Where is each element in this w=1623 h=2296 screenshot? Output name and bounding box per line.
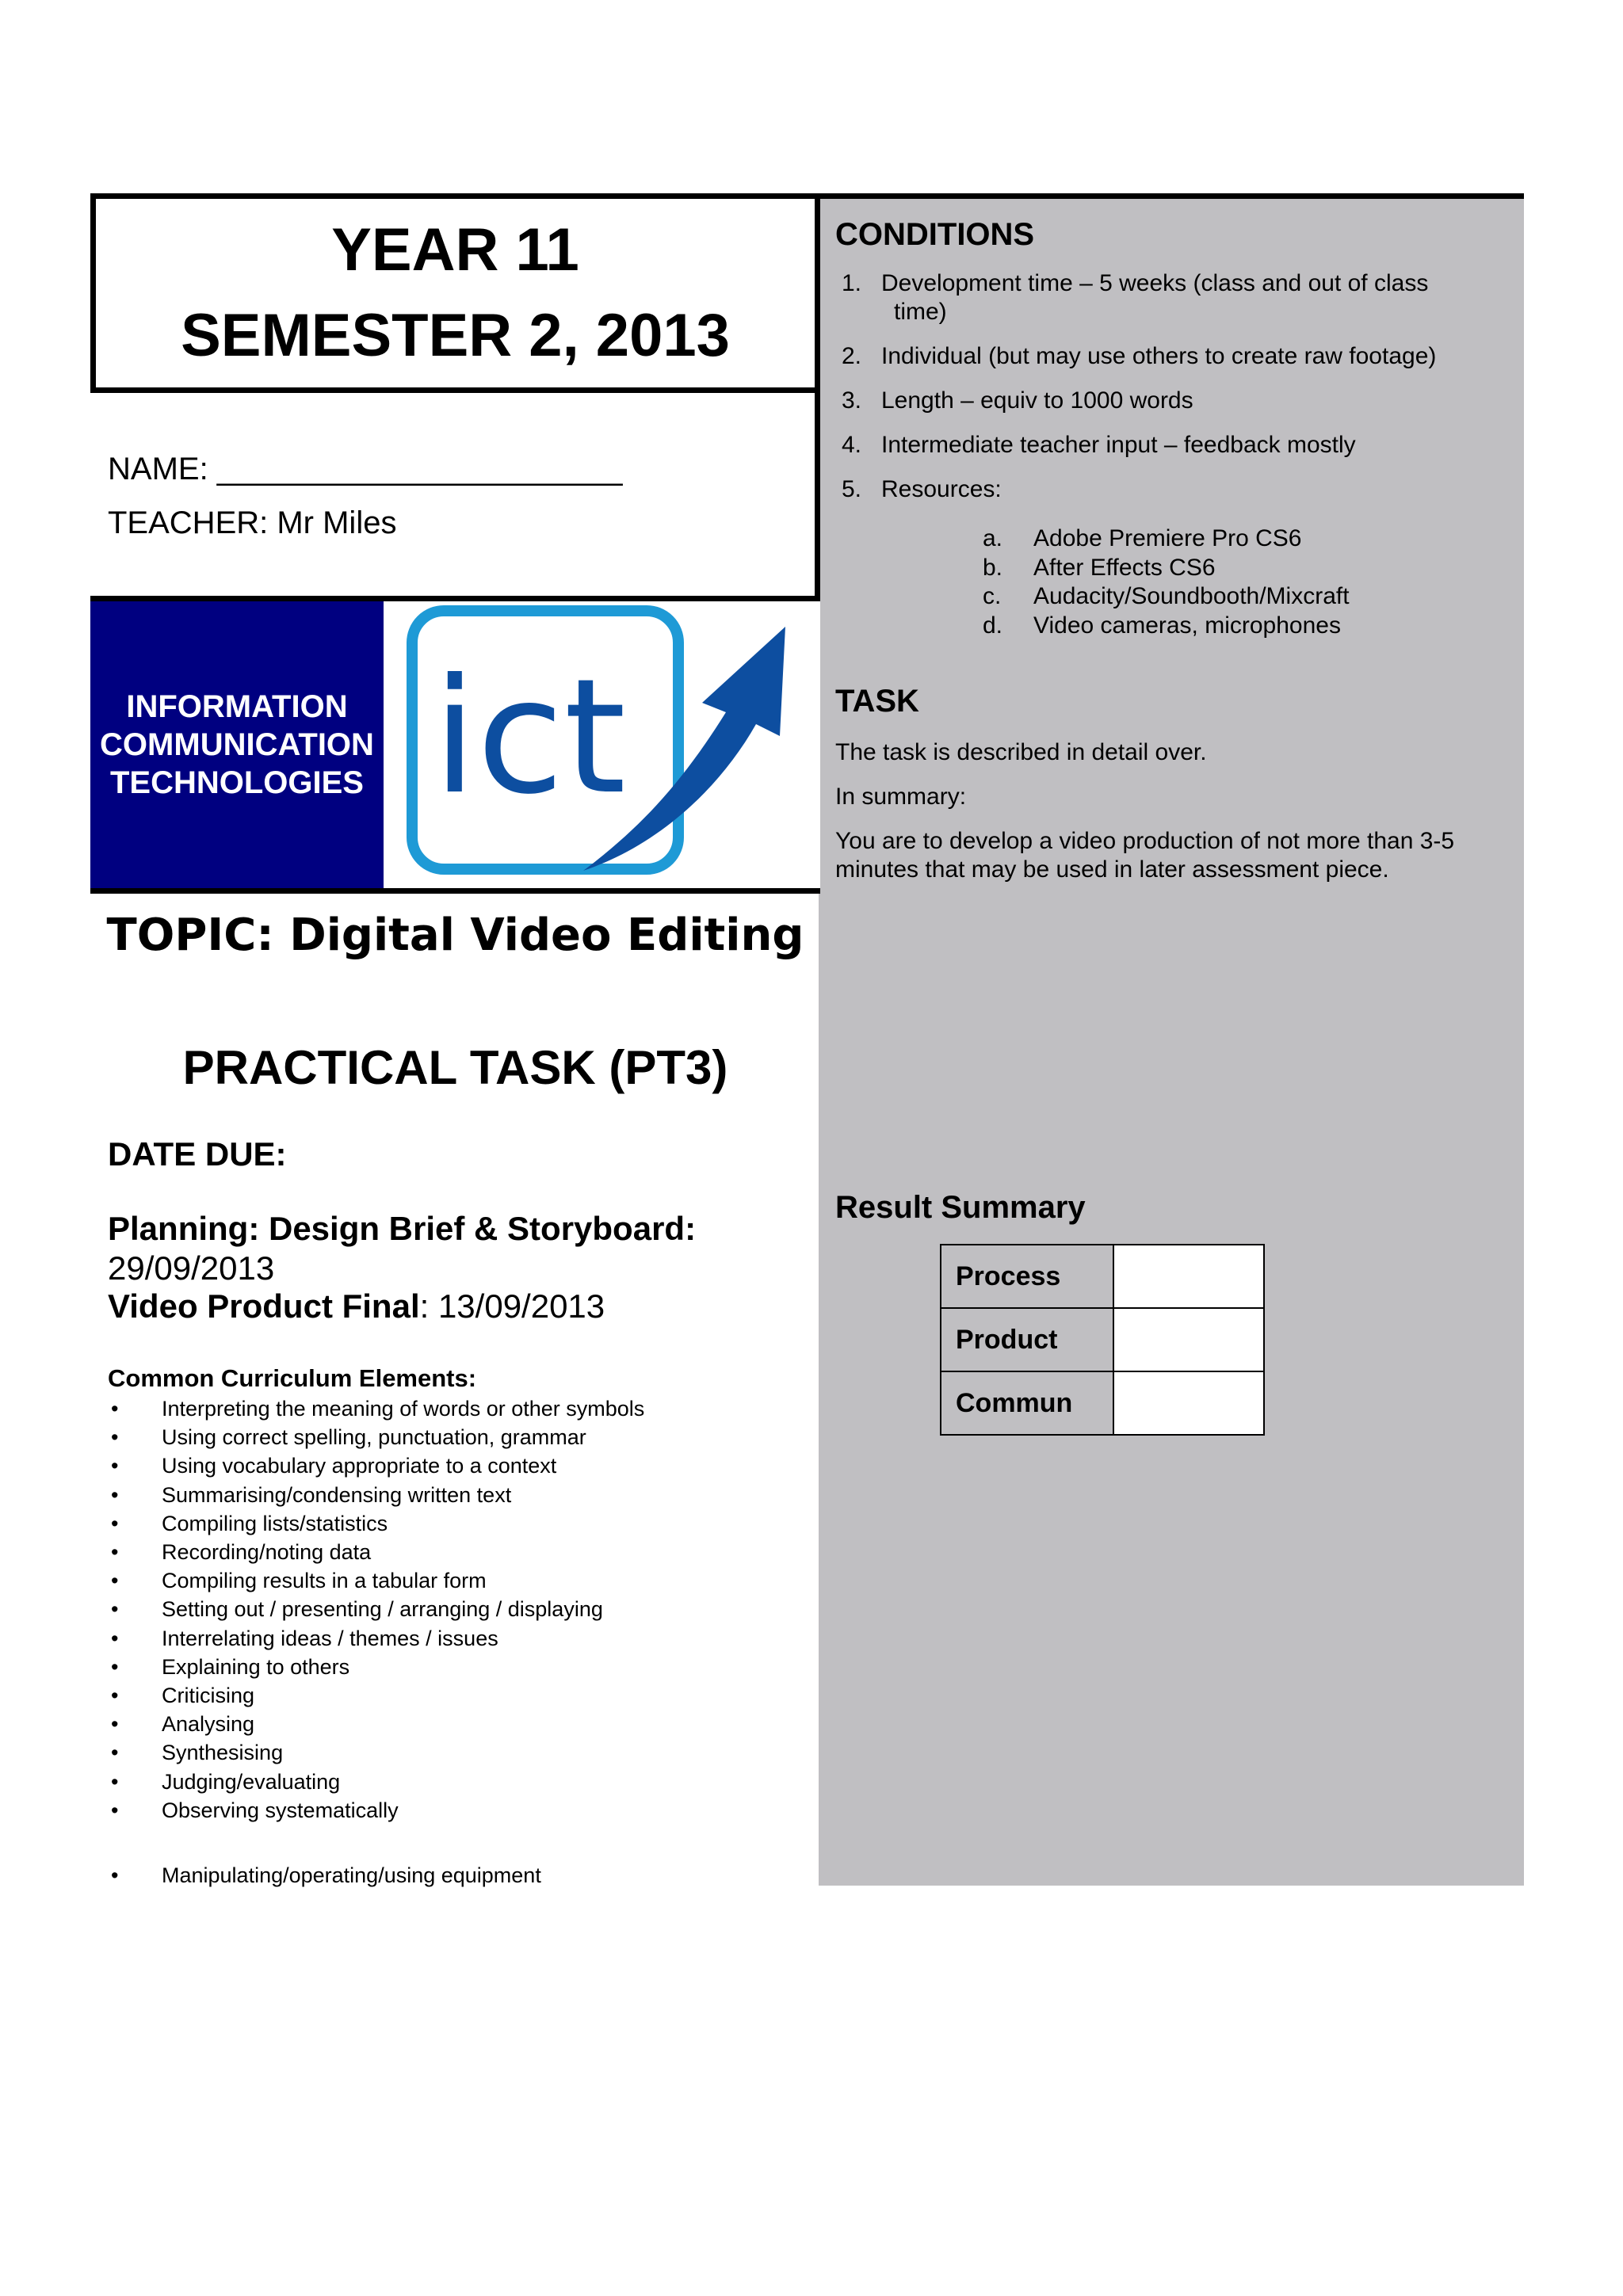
result-cell[interactable] [1113,1308,1264,1371]
list-item: • Using correct spelling, punctuation, grammar [108,1423,805,1451]
resources-list [983,524,1350,640]
resource-item: a. Adobe Premiere Pro CS6 [983,525,1302,551]
final-product-date: : 13/09/2013 [419,1287,605,1325]
planning-label: Planning: Design Brief & Storyboard: [108,1210,697,1247]
list-item: • Interpreting the meaning of words or other symbols [108,1394,805,1423]
condition-item: 1. Development time – 5 weeks (class and out of class time) [842,270,1429,325]
list-item: • Criticising [108,1681,805,1710]
result-cell[interactable] [1113,1371,1264,1435]
condition-item: 2. Individual (but may use others to create raw footage) [842,343,1437,369]
condition-item: 5. Resources: [842,476,1002,502]
task-paragraph-2: In summary: [835,784,967,810]
logo-line-information: INFORMATION [126,689,348,724]
row-label: Product [941,1308,1113,1371]
date-due-label: DATE DUE: [108,1135,287,1173]
conditions-heading: CONDITIONS [835,217,1035,252]
table-row [941,1308,1264,1371]
list-item: • Summarising/condensing written text [108,1481,805,1509]
year-heading: YEAR 11 [331,216,579,284]
condition-item: 4. Intermediate teacher input – feedback mostly [842,432,1356,458]
condition-number: 4. [842,432,862,458]
curriculum-title: Common Curriculum Elements: [108,1364,477,1392]
top-border-line [820,193,1524,199]
resource-item: d. Video cameras, microphones [983,612,1341,639]
final-product-line [108,1287,605,1325]
condition-number: 5. [842,476,862,502]
teacher-label: TEACHER: Mr Miles [108,505,397,540]
header-box [90,193,820,393]
row-label: Commun [941,1371,1113,1435]
list-item: • Interrelating ideas / themes / issues [108,1624,805,1653]
practical-task-title: PRACTICAL TASK (PT3) [182,1041,728,1094]
list-item: • Setting out / presenting / arranging / displaying [108,1595,805,1623]
task-paragraph-3: You are to develop a video production of not more than 3-5 minutes that may be used in later assessment piece. [835,828,1455,883]
condition-number: 2. [842,343,862,369]
name-field[interactable]: NAME: _______________________ [108,452,623,486]
resource-item: b. After Effects CS6 [983,554,1216,581]
list-item: • Compiling lists/statistics [108,1509,805,1538]
list-item: • Using vocabulary appropriate to a context [108,1451,805,1480]
result-summary-heading: Result Summary [835,1190,1086,1225]
topic-title: TOPIC: Digital Video Editing [106,910,804,961]
planning-date: 29/09/2013 [108,1249,275,1287]
logo-line-communication: COMMUNICATION [100,727,374,762]
semester-heading: SEMESTER 2, 2013 [181,302,730,369]
list-item: • Explaining to others [108,1653,805,1681]
list-item: • Compiling results in a tabular form [108,1566,805,1595]
conditions-list [835,269,1509,520]
list-item: • Analysing [108,1710,805,1738]
curriculum-list [108,1394,805,1825]
task-heading: TASK [835,684,919,719]
table-row [941,1245,1264,1308]
row-label: Process [941,1245,1113,1308]
result-summary-table [940,1244,1265,1436]
ict-logo-icon [385,601,809,888]
result-cell[interactable] [1113,1245,1264,1308]
logo-line-technologies: TECHNOLOGIES [109,765,364,800]
list-item: • Judging/evaluating [108,1768,805,1796]
final-product-label: Video Product Final [108,1287,420,1325]
table-row [941,1371,1264,1435]
list-item: • Observing systematically [108,1796,805,1825]
ict-logo-mark: ict [433,645,626,830]
list-item-last: • Manipulating/operating/using equipment [108,1863,541,1888]
logo-text-block [90,601,384,888]
list-item: • Recording/noting data [108,1538,805,1566]
condition-item: 3. Length – equiv to 1000 words [842,387,1193,414]
condition-number: 3. [842,387,862,414]
list-item: • Synthesising [108,1738,805,1767]
resource-item: c. Audacity/Soundbooth/Mixcraft [983,583,1350,609]
condition-number: 1. [842,270,862,296]
task-paragraph-1: The task is described in detail over. [835,739,1207,765]
ict-logo-banner [90,596,820,894]
